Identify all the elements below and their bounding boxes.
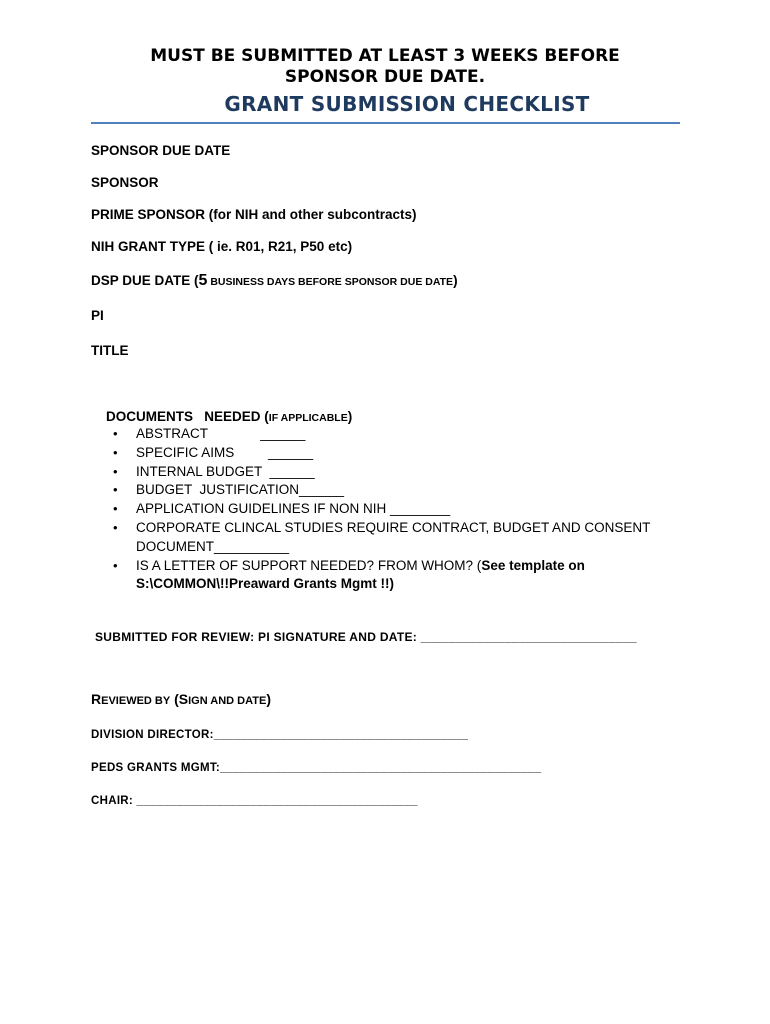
bullet-icon: • bbox=[113, 444, 118, 460]
document-item-text: INTERNAL BUDGET ______ bbox=[136, 463, 315, 479]
document-item-text: ABSTRACT ______ bbox=[136, 426, 306, 441]
bullet-icon: • bbox=[113, 482, 118, 498]
list-item bbox=[113, 425, 693, 444]
reviewed-by-cap: R bbox=[91, 691, 102, 707]
list-item bbox=[113, 500, 693, 519]
bullet-icon: • bbox=[113, 463, 118, 479]
documents-heading-label: DOCUMENTS NEEDED ( bbox=[106, 409, 269, 424]
document-item-text: SPECIFIC AIMS ______ bbox=[136, 444, 314, 460]
bullet-icon: • bbox=[113, 501, 118, 517]
sign-and-date-label: IGN AND DATE bbox=[188, 695, 267, 707]
reviewed-by-mid: (S bbox=[170, 691, 189, 707]
field-dsp-due-date bbox=[91, 272, 458, 290]
dsp-due-date-prefix: DSP DUE DATE ( bbox=[91, 273, 199, 288]
reviewed-by-heading bbox=[91, 691, 271, 707]
list-item bbox=[113, 481, 693, 500]
list-item bbox=[113, 463, 693, 482]
document-item-text: APPLICATION GUIDELINES IF NON NIH ________ bbox=[136, 501, 451, 517]
list-item bbox=[113, 444, 693, 463]
document-item-text: IS A LETTER OF SUPPORT NEEDED? FROM WHOM? ( bbox=[136, 557, 482, 573]
bullet-icon: • bbox=[113, 557, 118, 573]
field-sponsor-due-date: SPONSOR DUE DATE bbox=[91, 143, 231, 158]
field-nih-grant-type: NIH GRANT TYPE ( ie. R01, R21, P50 etc) bbox=[91, 239, 353, 254]
documents-heading-close: ) bbox=[347, 409, 353, 424]
bullet-icon: • bbox=[113, 519, 118, 535]
bullet-icon: • bbox=[113, 426, 118, 441]
documents-list bbox=[113, 425, 693, 594]
division-director-line: DIVISION DIRECTOR:______________________________________ bbox=[91, 729, 469, 741]
documents-heading-note: IF APPLICABLE bbox=[268, 412, 348, 424]
dsp-due-date-days: 5 bbox=[198, 272, 208, 289]
chair-line: CHAIR: __________________________________________ bbox=[91, 795, 418, 807]
notice-line-2: SPONSOR DUE DATE. bbox=[284, 67, 486, 87]
document-item-text: CORPORATE CLINCAL STUDIES REQUIRE CONTRACT, BUDGET AND CONSENT DOCUMENT__________ bbox=[136, 519, 651, 554]
template-location: See template on S:\COMMON\!!Preaward Grants Mgmt !!) bbox=[136, 557, 585, 592]
dsp-due-date-note: BUSINESS DAYS BEFORE SPONSOR DUE DATE bbox=[207, 276, 454, 288]
list-item bbox=[113, 557, 693, 595]
dsp-due-date-close: ) bbox=[453, 273, 458, 288]
list-item bbox=[113, 519, 693, 557]
page-title: GRANT SUBMISSION CHECKLIST bbox=[224, 92, 590, 116]
submission-notice bbox=[90, 46, 680, 88]
document-item-text: BUDGET JUSTIFICATION______ bbox=[136, 482, 345, 498]
field-sponsor: SPONSOR bbox=[91, 175, 159, 190]
title-divider bbox=[91, 122, 680, 124]
field-pi: PI bbox=[91, 308, 104, 323]
notice-line-1: MUST BE SUBMITTED AT LEAST 3 WEEKS BEFORE bbox=[150, 46, 620, 66]
submitted-for-review-line: SUBMITTED FOR REVIEW: PI SIGNATURE AND DATE: _______________________________ bbox=[95, 630, 637, 644]
field-prime-sponsor: PRIME SPONSOR (for NIH and other subcontracts) bbox=[91, 207, 417, 222]
field-title: TITLE bbox=[91, 343, 129, 358]
peds-grants-mgmt-line: PEDS GRANTS MGMT:________________________________________________ bbox=[91, 762, 542, 774]
reviewed-by-close: ) bbox=[266, 691, 271, 707]
reviewed-by-label: EVIEWED BY bbox=[101, 695, 171, 707]
